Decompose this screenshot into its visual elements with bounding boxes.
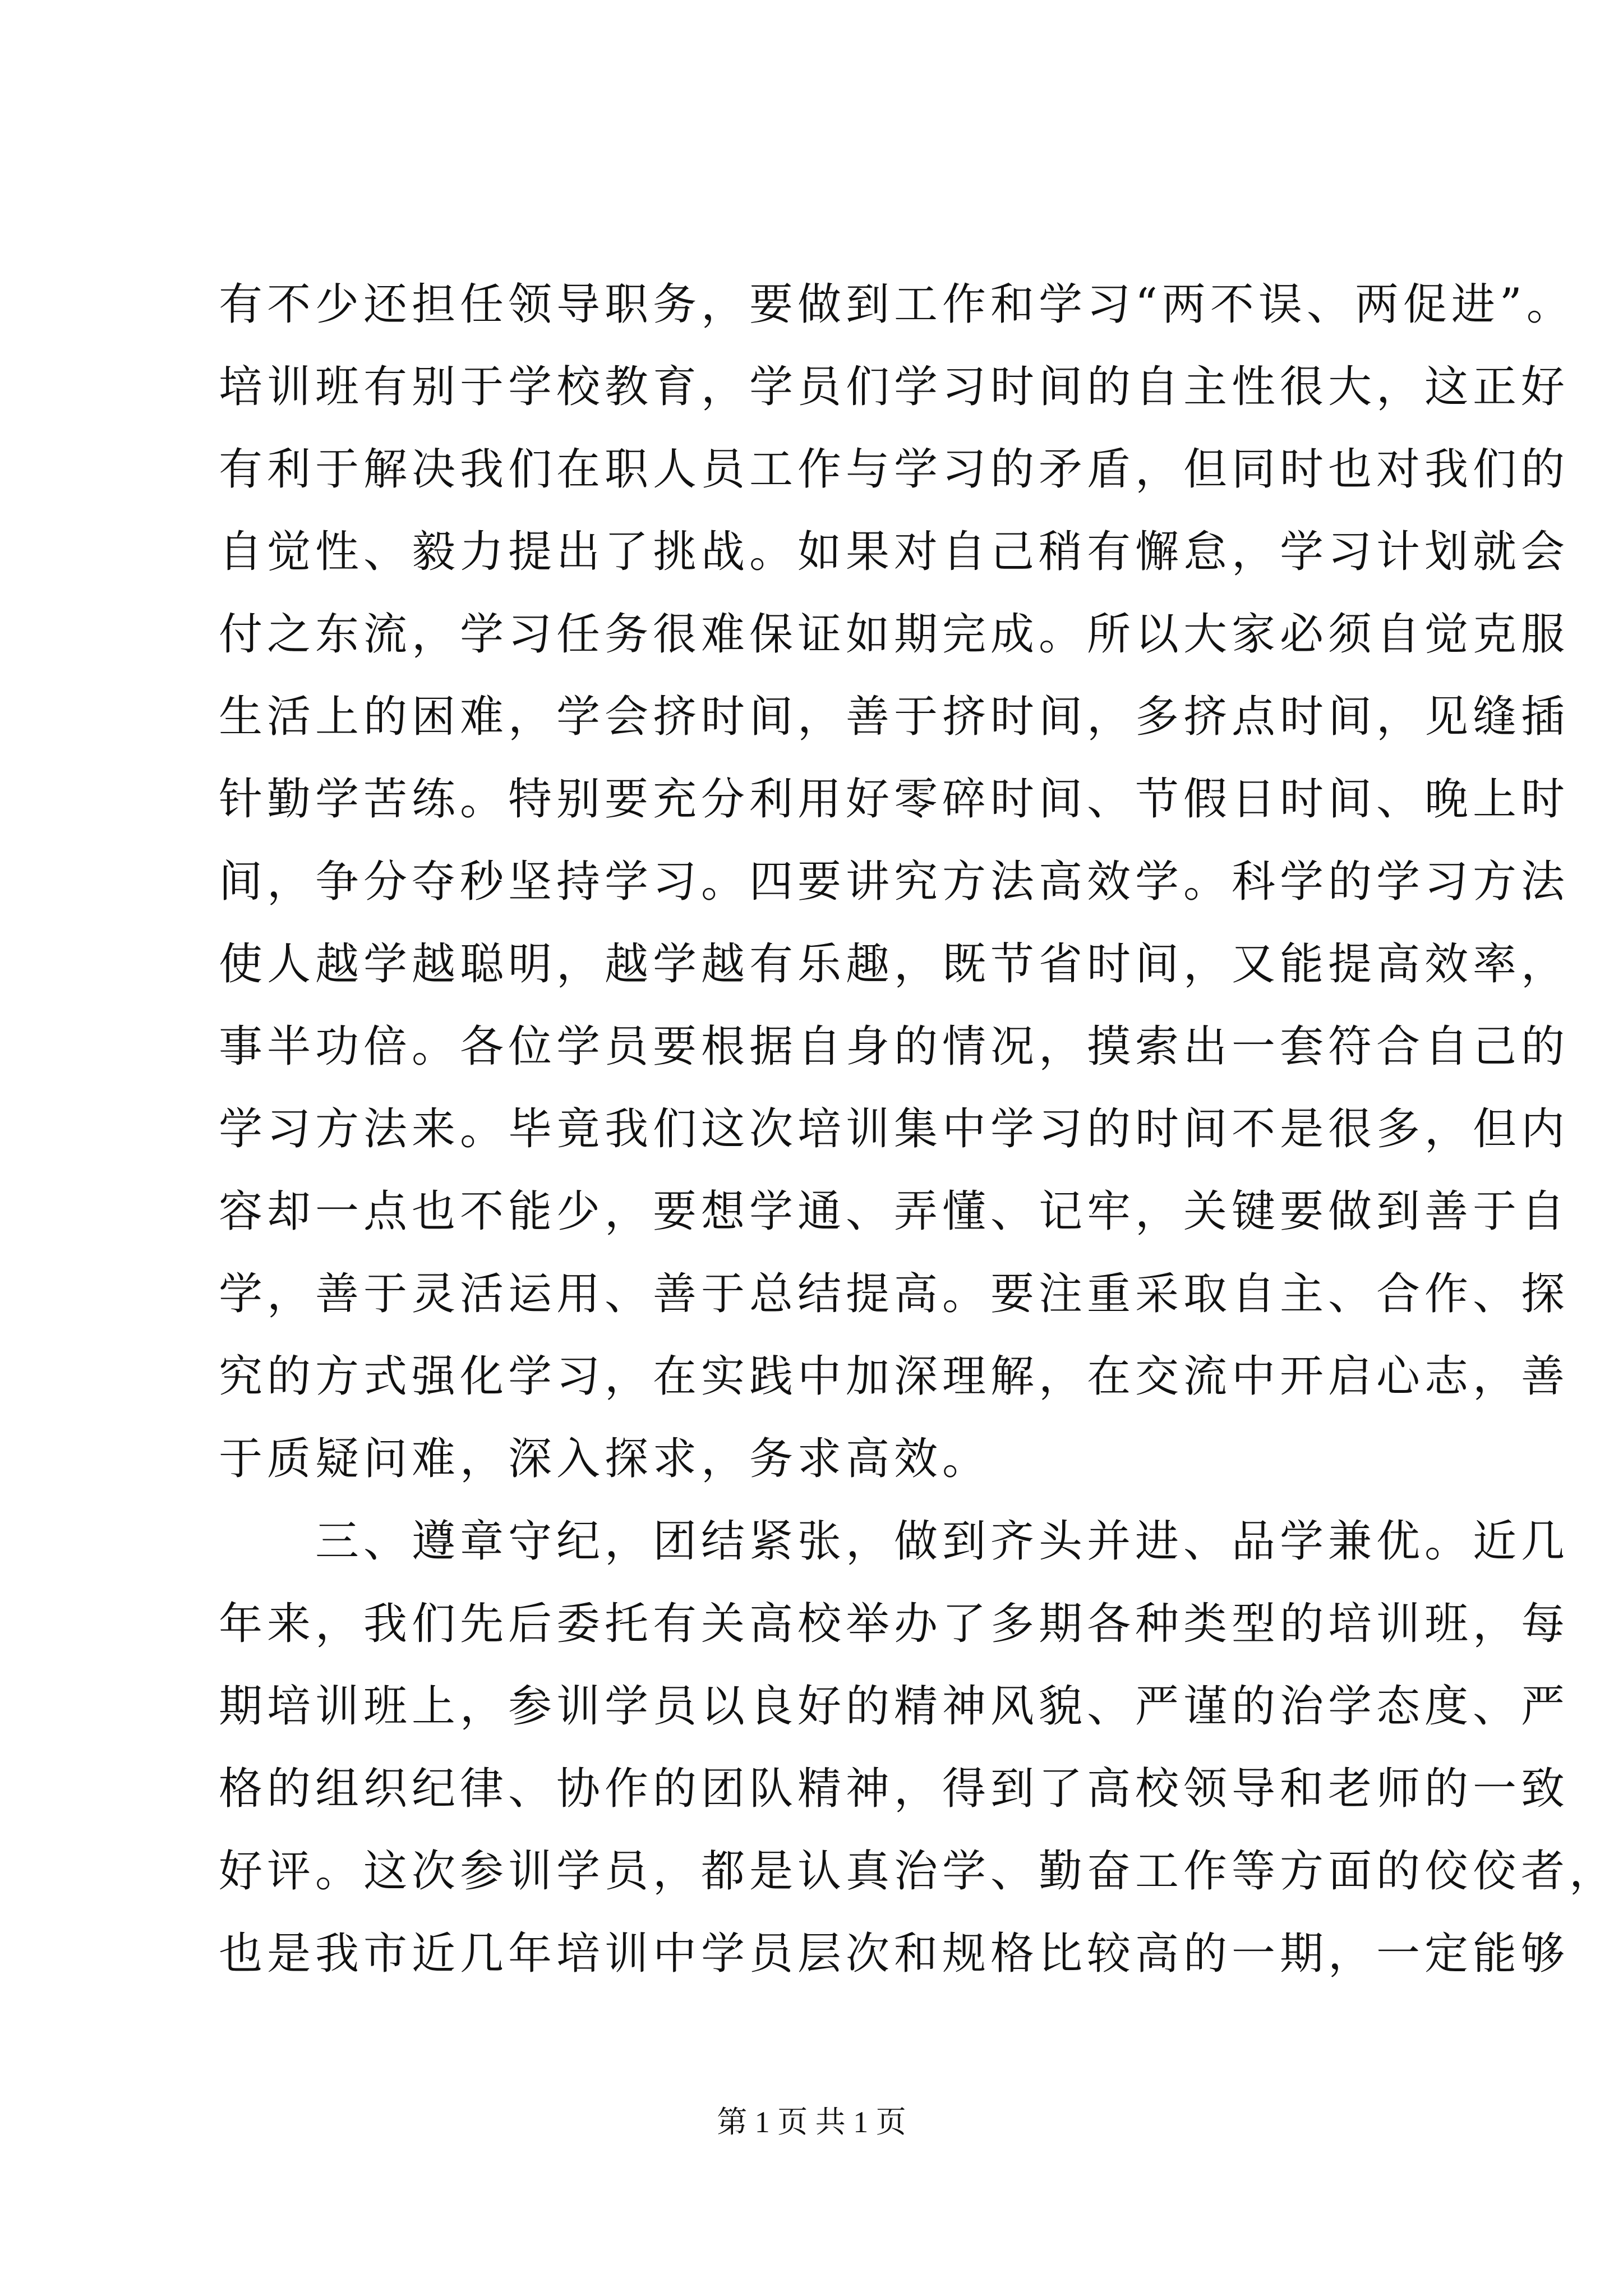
text-line: 事半功倍。各位学员要根据自身的情况，摸索出一套符合自己的 [219,1022,1570,1072]
text-line: 培训班有别于学校教育，学员们学习时间的自主性很大，这正好 [219,362,1570,412]
text-line: 有利于解决我们在职人员工作与学习的矛盾，但同时也对我们的 [219,444,1570,495]
text-line: 好评。这次参训学员，都是认真治学、勤奋工作等方面的佼佼者， [219,1846,1618,1897]
text-line: 有不少还担任领导职务，要做到工作和学习“两不误、两促进”。 [219,279,1575,330]
body-text [219,264,1618,1995]
text-line: 自觉性、毅力提出了挑战。如果对自己稍有懈怠，学习计划就会 [219,527,1570,577]
text-line: 也是我市近几年培训中学员层次和规格比较高的一期，一定能够 [219,1929,1570,1979]
page-footer [0,2098,1623,2141]
text-line: 格的组织纪律、协作的团队精神，得到了高校领导和老师的一致 [219,1764,1570,1814]
text-line: 针勤学苦练。特别要充分利用好零碎时间、节假日时间、晚上时 [219,774,1570,825]
text-line: 学，善于灵活运用、善于总结提高。要注重采取自主、合作、探 [219,1269,1570,1319]
text-line: 学习方法来。毕竟我们这次培训集中学习的时间不是很多，但内 [219,1104,1570,1154]
text-line: 三、遵章守纪，团结紧张，做到齐头并进、品学兼优。近几 [219,1516,1570,1567]
text-line: 究的方式强化学习，在实践中加深理解，在交流中开启心志，善 [219,1351,1570,1402]
text-line: 于质疑问难，深入探求，务求高效。 [219,1434,991,1484]
text-line: 容却一点也不能少，要想学通、弄懂、记牢，关键要做到善于自 [219,1186,1570,1237]
text-line: 期培训班上，参训学员以良好的精神风貌、严谨的治学态度、严 [219,1681,1570,1732]
text-line: 间，争分夺秒坚持学习。四要讲究方法高效学。科学的学习方法 [219,857,1570,907]
text-line: 付之东流，学习任务很难保证如期完成。所以大家必须自觉克服 [219,609,1570,660]
text-line: 使人越学越聪明，越学越有乐趣，既节省时间，又能提高效率， [219,939,1570,990]
text-line: 生活上的困难，学会挤时间，善于挤时间，多挤点时间，见缝插 [219,692,1570,742]
text-line: 年来，我们先后委托有关高校举办了多期各种类型的培训班，每 [219,1599,1570,1649]
page-number-label: 第 1 页 共 1 页 [717,2105,906,2139]
